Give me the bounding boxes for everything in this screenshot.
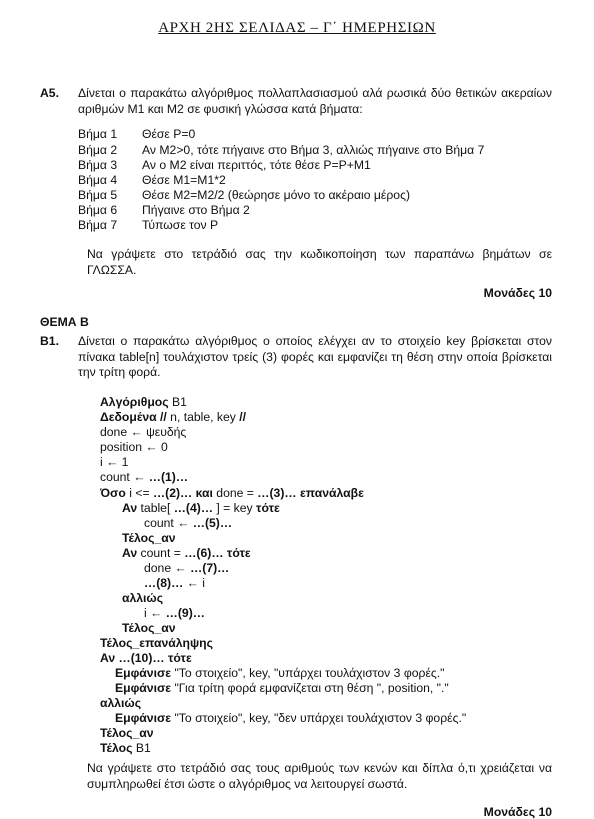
theme-b-title: ΘΕΜΑ Β bbox=[40, 315, 89, 329]
step-text: Αν Μ2>0, τότε πήγαινε στο Βήμα 3, αλλιώς πήγαινε στο Βήμα 7 bbox=[142, 143, 485, 157]
step-label: Βήμα 3 bbox=[78, 158, 118, 172]
step-text: Θέσε P=0 bbox=[142, 127, 196, 141]
algorithm-line: Αλγόριθμος Β1 bbox=[100, 395, 187, 409]
step-text: Θέσε Μ1=Μ1*2 bbox=[142, 173, 226, 187]
algorithm-line: Τέλος_αν bbox=[122, 531, 176, 545]
algorithm-line: Δεδομένα // n, table, key // bbox=[100, 410, 247, 424]
step-text: Θέσε Μ2=Μ2/2 (θεώρησε μόνο το ακέραιο μέρος) bbox=[142, 188, 411, 202]
step-text: Αν ο Μ2 είναι περιττός, τότε θέσε P=P+M1 bbox=[142, 158, 371, 172]
algorithm-line: αλλιώς bbox=[100, 696, 142, 710]
algorithm-line: count ← …(5)… bbox=[144, 516, 233, 530]
step-text: Πήγαινε στο Βήμα 2 bbox=[142, 203, 250, 217]
step-label: Βήμα 2 bbox=[78, 143, 118, 157]
algorithm-line: done ← …(7)… bbox=[144, 561, 230, 575]
b1-label: Β1. bbox=[40, 334, 59, 348]
algorithm-line: done ← ψευδής bbox=[100, 425, 187, 439]
algorithm-line: i ← …(9)… bbox=[144, 606, 205, 620]
step-label: Βήμα 1 bbox=[78, 127, 118, 141]
a5-points: Μονάδες 10 bbox=[483, 286, 552, 300]
algorithm-line: Τέλος_αν bbox=[100, 726, 154, 740]
algorithm-line: Αν …(10)… τότε bbox=[100, 651, 192, 665]
step-label: Βήμα 5 bbox=[78, 188, 118, 202]
algorithm-line: Τέλος Β1 bbox=[100, 741, 151, 755]
step-text: Τύπωσε τον P bbox=[142, 218, 219, 232]
a5-intro: Δίνεται ο παρακάτω αλγόριθμος πολλαπλασιασμού αλά ρωσικά δύο θετικών ακεραίων αριθμών Μ1 και Μ2 σε φυσική γλώσσα κατά βήματα: bbox=[78, 86, 552, 116]
step-label: Βήμα 4 bbox=[78, 173, 118, 187]
a5-task: Να γράψετε στο τετράδιό σας την κωδικοποίηση των παραπάνω βημάτων σε ΓΛΩΣΣΑ. bbox=[87, 247, 552, 277]
page-header: ΑΡΧΗ 2ΗΣ ΣΕΛΙΔΑΣ – Γ΄ ΗΜΕΡΗΣΙΩΝ bbox=[158, 20, 436, 36]
algorithm-line: position ← 0 bbox=[100, 440, 168, 454]
algorithm-line: Εμφάνισε "Το στοιχείο", key, "υπάρχει τουλάχιστον 3 φορές." bbox=[115, 666, 445, 680]
algorithm-line: Αν table[ …(4)… ] = key τότε bbox=[122, 501, 280, 515]
algorithm-line: Όσο i <= …(2)… και done = …(3)… επανάλαβε bbox=[100, 486, 364, 500]
algorithm-line: Αν count = …(6)… τότε bbox=[122, 546, 251, 560]
algorithm-line: Τέλος_αν bbox=[122, 621, 176, 635]
algorithm-line: …(8)… ← i bbox=[144, 576, 205, 590]
b1-task: Να γράψετε στο τετράδιό σας τους αριθμούς των κενών και δίπλα ό,τι χρειάζεται να συμπληρωθεί έτσι ώστε ο αλγόριθμος να λειτουργεί σωστά. bbox=[87, 761, 552, 791]
algorithm-line: i ← 1 bbox=[100, 455, 129, 469]
algorithm-line: Εμφάνισε "Το στοιχείο", key, "δεν υπάρχει τουλάχιστον 3 φορές." bbox=[115, 711, 467, 725]
algorithm-line: count ← …(1)… bbox=[100, 470, 189, 484]
algorithm-line: Τέλος_επανάληψης bbox=[100, 636, 213, 650]
algorithm-line: Εμφάνισε "Για τρίτη φορά εμφανίζεται στη θέση ", position, "." bbox=[115, 681, 449, 695]
step-label: Βήμα 7 bbox=[78, 218, 118, 232]
b1-intro: Δίνεται ο παρακάτω αλγόριθμος ο οποίος ελέγχει αν το στοιχείο key βρίσκεται στον πίνακα table[n] τουλάχιστον τρείς (3) φορές και εμφανίζει τη θέση στην οποία βρίσκεται την τρίτη φορά. bbox=[78, 334, 552, 379]
algorithm-line: αλλιώς bbox=[122, 591, 164, 605]
a5-label: Α5. bbox=[40, 86, 59, 100]
b1-points: Μονάδες 10 bbox=[483, 805, 552, 819]
step-label: Βήμα 6 bbox=[78, 203, 118, 217]
